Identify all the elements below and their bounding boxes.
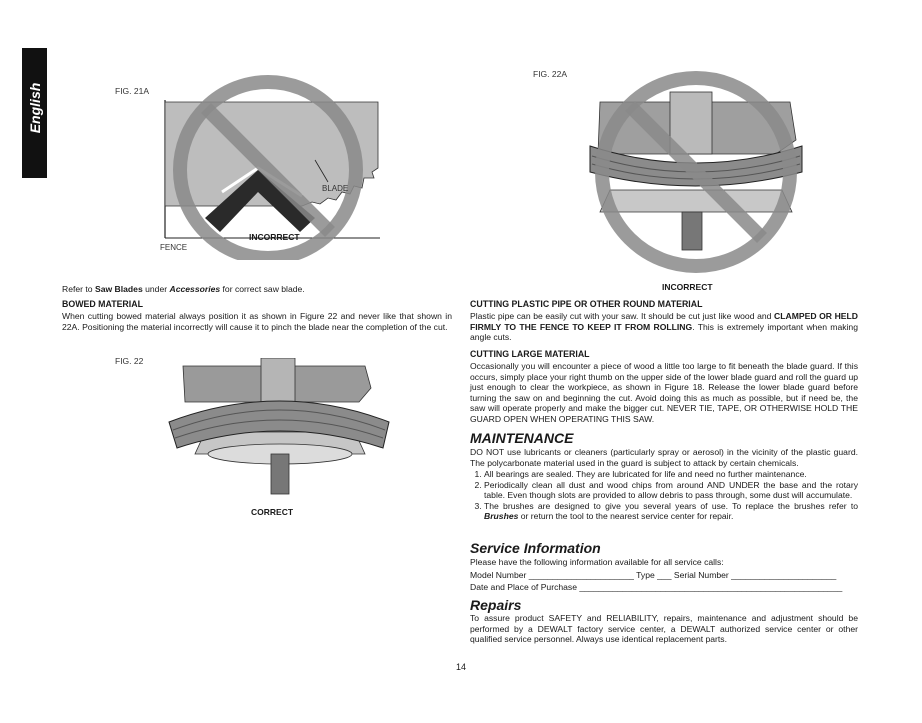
large-material-text: Occasionally you will encounter a piece of wood a little too large to fit beneath the blade guard. If this occurs, simply place your right thumb on the upper side of the lower blade guard and roll the guard up just enough to clear the workpiece, as shown in Figure 18. Release the lower blade guard before turning the saw on and beginning the cut. Avoid doing this as much as possible, but if need be, the saw will operate properly and make the bigger cut. NEVER TIE, TAPE, OR OTHERWISE HOLD THE GUARD OPEN WHEN OPERATING THIS SAW. [470, 361, 858, 424]
blade-label: BLADE [322, 184, 349, 193]
bowed-material-text: When cutting bowed material always position it as shown in Figure 22 and never like that shown in 22A. Positioning the material incorrectly will cause it to pinch the blade near the completion of the cut. [62, 311, 452, 332]
fence-label: FENCE [160, 243, 188, 252]
bowed-material-heading: BOWED MATERIAL [62, 299, 143, 309]
language-tab-label: English [27, 82, 43, 134]
saw-blade-reference: Refer to Saw Blades under Accessories for correct saw blade. [62, 284, 305, 294]
fig22-label: FIG. 22 [115, 356, 144, 366]
list-item: 1. All bearings are sealed. They are lubricated for life and need no further maintenance. [484, 469, 858, 480]
maintenance-list [470, 469, 858, 522]
fig22-caption: CORRECT [251, 507, 294, 517]
fig22a-illustration [570, 62, 820, 277]
service-model-line: Model Number ______________________ Type ___ Serial Number ______________________ [470, 570, 837, 580]
maintenance-text: DO NOT use lubricants or cleaners (particularly spray or aerosol) in the vicinity of the plastic guard. The polycarbonate material used in the guard is subject to attack by certain chemicals. [470, 447, 858, 468]
fig22a-label: FIG. 22A [533, 69, 568, 79]
fig22a-caption: INCORRECT [662, 282, 713, 292]
fig22-illustration [165, 358, 395, 506]
service-purchase-line: Date and Place of Purchase _______________________________________________________ [470, 582, 843, 592]
large-material-heading: CUTTING LARGE MATERIAL [470, 349, 590, 359]
page-number: 14 [456, 662, 467, 672]
maintenance-heading: MAINTENANCE [470, 430, 574, 446]
plastic-pipe-text: Plastic pipe can be easily cut with your saw. It should be cut just like wood and CLAMPED OR HELD FIRMLY TO THE FENCE TO KEEP IT FROM ROLLING. This is extremely important when making angle cuts. [470, 311, 858, 343]
list-item: 3. The brushes are designed to give you several years of use. To replace the brushes refer to Brushes or return the tool to the nearest service center for repair. [484, 501, 858, 522]
language-tab [22, 48, 47, 178]
fig21a-illustration [150, 60, 390, 260]
fig21a-label: FIG. 21A [115, 86, 150, 96]
repairs-heading: Repairs [470, 597, 522, 613]
fig21a-caption: INCORRECT [249, 232, 300, 242]
plastic-pipe-heading: CUTTING PLASTIC PIPE OR OTHER ROUND MATERIAL [470, 299, 703, 309]
service-information-heading: Service Information [470, 540, 601, 556]
service-information-text: Please have the following information available for all service calls: [470, 557, 724, 567]
repairs-text: To assure product SAFETY and RELIABILITY, repairs, maintenance and adjustment should be performed by a DEWALT factory service center, a DEWALT authorized service center or other qualified service personnel. Always use identical replacement parts. [470, 613, 858, 645]
list-item: 2. Periodically clean all dust and wood chips from around AND UNDER the base and the rotary table. Even though slots are provided to allow debris to pass through, some dust will accumulate. [484, 480, 858, 501]
